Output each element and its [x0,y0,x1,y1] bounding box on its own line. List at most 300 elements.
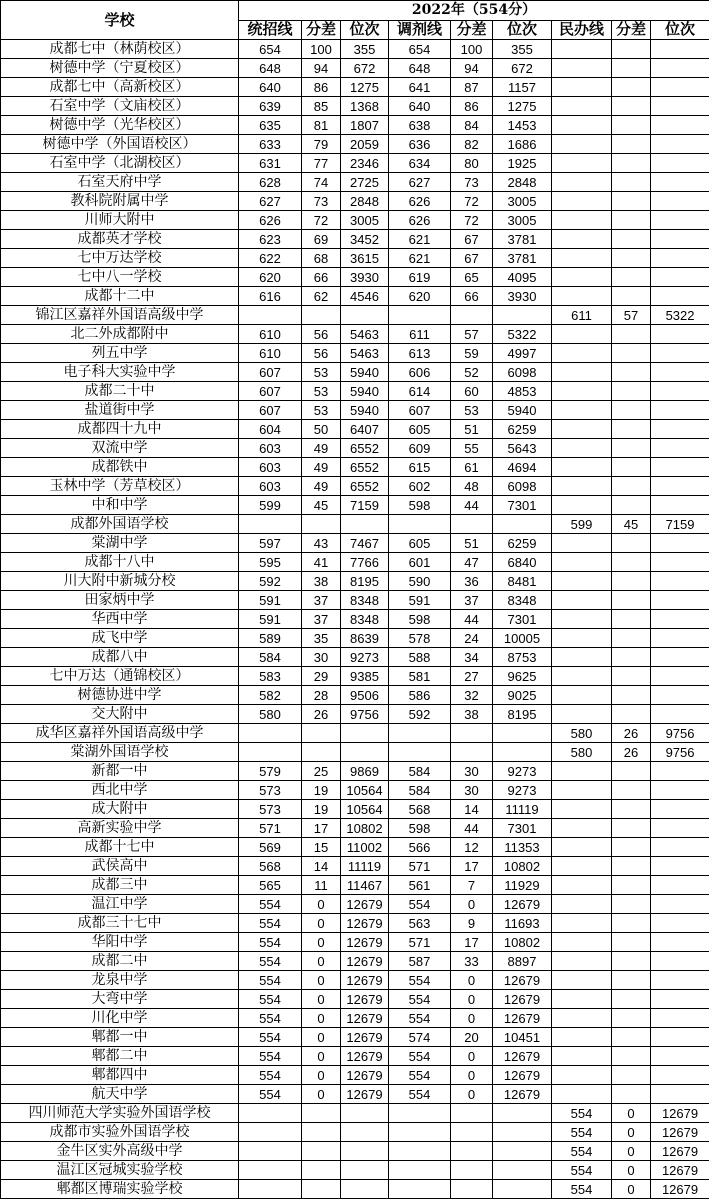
score-cell: 14 [302,857,341,876]
table-row [1,1047,709,1066]
table-row [1,230,709,249]
score-cell: 10564 [341,781,389,800]
score-cell: 9273 [341,648,389,667]
score-cell [651,439,709,458]
score-cell: 554 [239,1047,302,1066]
score-cell: 26 [302,705,341,724]
score-cell: 622 [239,249,302,268]
col-header: 位次 [341,20,389,40]
score-cell: 573 [239,800,302,819]
score-cell [651,382,709,401]
score-cell: 62 [302,287,341,306]
school-name-cell: 北二外成都附中 [1,325,239,344]
score-cell [552,800,612,819]
score-cell: 9506 [341,686,389,705]
school-name-cell: 成都三中 [1,876,239,895]
score-cell: 627 [239,192,302,211]
score-cell: 10451 [493,1028,552,1047]
table-row [1,534,709,553]
score-cell [612,762,651,781]
score-cell [302,1123,341,1142]
score-cell: 635 [239,116,302,135]
score-cell: 0 [302,952,341,971]
score-cell: 5940 [341,363,389,382]
table-row [1,971,709,990]
score-cell [552,1066,612,1085]
score-cell [651,1066,709,1085]
score-cell: 0 [302,1066,341,1085]
score-cell: 672 [341,59,389,78]
table-row [1,173,709,192]
score-cell: 17 [451,857,493,876]
score-cell: 4694 [493,458,552,477]
score-cell: 17 [302,819,341,838]
score-cell: 616 [239,287,302,306]
table-row [1,1161,709,1180]
score-cell: 0 [612,1142,651,1161]
score-cell: 592 [239,572,302,591]
score-cell: 12679 [341,1009,389,1028]
school-name-cell: 中和中学 [1,496,239,515]
score-cell [651,1047,709,1066]
school-name-cell: 教科院附属中学 [1,192,239,211]
score-cell: 26 [612,724,651,743]
score-cell: 584 [389,781,451,800]
score-cell: 11929 [493,876,552,895]
score-cell: 11119 [341,857,389,876]
score-cell [651,420,709,439]
school-name-cell: 成都三十七中 [1,914,239,933]
score-cell: 607 [239,401,302,420]
score-cell [302,1161,341,1180]
score-cell: 554 [389,971,451,990]
score-cell: 5463 [341,325,389,344]
score-cell: 654 [389,40,451,59]
score-cell [552,572,612,591]
score-cell: 4546 [341,287,389,306]
score-cell: 24 [451,629,493,648]
score-cell: 0 [451,895,493,914]
score-cell: 7 [451,876,493,895]
score-cell: 12679 [341,1047,389,1066]
score-cell: 12679 [341,990,389,1009]
score-cell: 8195 [341,572,389,591]
score-cell [651,610,709,629]
score-cell [389,1104,451,1123]
score-cell [651,59,709,78]
score-cell: 12679 [651,1104,709,1123]
score-cell: 554 [552,1104,612,1123]
score-cell: 554 [552,1142,612,1161]
score-cell: 73 [302,192,341,211]
table-row [1,59,709,78]
score-cell [451,1104,493,1123]
score-cell: 8753 [493,648,552,667]
score-cell [612,249,651,268]
score-cell: 5940 [341,401,389,420]
score-cell [451,724,493,743]
score-cell [239,1142,302,1161]
score-cell [651,781,709,800]
score-cell: 51 [451,420,493,439]
school-name-cell: 树德中学（外国语校区） [1,135,239,154]
table-row [1,382,709,401]
score-cell: 80 [451,154,493,173]
score-cell: 7301 [493,819,552,838]
score-cell: 10802 [493,933,552,952]
school-name-cell: 成都十七中 [1,838,239,857]
score-cell: 12679 [341,952,389,971]
score-cell: 19 [302,781,341,800]
score-cell [612,1028,651,1047]
score-cell: 0 [612,1104,651,1123]
score-cell: 94 [451,59,493,78]
score-cell: 66 [302,268,341,287]
score-cell: 571 [389,933,451,952]
school-name-cell: 棠湖中学 [1,534,239,553]
score-cell [341,515,389,534]
score-cell: 578 [389,629,451,648]
score-cell [612,819,651,838]
score-cell [552,268,612,287]
score-cell [612,781,651,800]
score-cell [651,933,709,952]
score-cell [651,705,709,724]
score-cell: 86 [302,78,341,97]
score-cell [612,382,651,401]
score-cell [612,1047,651,1066]
score-cell [389,1180,451,1199]
score-cell: 35 [302,629,341,648]
score-cell: 7159 [341,496,389,515]
score-cell: 85 [302,97,341,116]
score-cell: 51 [451,534,493,553]
score-cell [612,705,651,724]
score-cell: 591 [389,591,451,610]
score-cell: 6259 [493,534,552,553]
score-cell: 648 [389,59,451,78]
score-cell: 55 [451,439,493,458]
table-row [1,952,709,971]
score-cell: 0 [451,971,493,990]
score-cell: 623 [239,230,302,249]
score-cell [612,363,651,382]
score-cell [552,382,612,401]
score-cell [612,610,651,629]
school-name-cell: 武侯高中 [1,857,239,876]
score-cell: 53 [302,401,341,420]
school-name-cell: 成都铁中 [1,458,239,477]
score-cell [612,59,651,78]
score-cell [552,857,612,876]
score-cell: 33 [451,952,493,971]
score-cell [612,534,651,553]
school-name-cell: 石室中学（文庙校区） [1,97,239,116]
score-cell [651,192,709,211]
score-cell: 53 [302,382,341,401]
score-cell: 0 [302,1028,341,1047]
score-cell: 640 [239,78,302,97]
score-cell: 12679 [651,1180,709,1199]
score-cell: 3930 [341,268,389,287]
score-cell [552,344,612,363]
score-cell: 10802 [493,857,552,876]
score-cell: 12679 [493,1085,552,1104]
table-row [1,1104,709,1123]
score-cell [612,287,651,306]
score-cell [389,743,451,762]
score-cell: 614 [389,382,451,401]
score-cell [651,914,709,933]
score-cell: 554 [389,1085,451,1104]
score-cell: 49 [302,458,341,477]
score-cell: 14 [451,800,493,819]
table-row [1,1028,709,1047]
score-cell: 1157 [493,78,552,97]
score-cell: 7301 [493,496,552,515]
table-row [1,857,709,876]
score-cell: 568 [239,857,302,876]
score-cell: 571 [239,819,302,838]
score-cell: 12679 [493,1066,552,1085]
school-name-cell: 树德中学（光华校区） [1,116,239,135]
score-cell: 8481 [493,572,552,591]
score-cell [612,838,651,857]
score-cell [651,1085,709,1104]
school-name-cell: 西北中学 [1,781,239,800]
score-cell: 554 [552,1161,612,1180]
score-cell: 49 [302,439,341,458]
score-cell [302,306,341,325]
school-name-cell: 锦江区嘉祥外国语高级中学 [1,306,239,325]
score-cell: 6552 [341,439,389,458]
table-row [1,705,709,724]
score-cell: 3930 [493,287,552,306]
score-cell: 554 [239,914,302,933]
score-cell: 601 [389,553,451,572]
score-cell [612,1066,651,1085]
table-row [1,781,709,800]
school-name-cell: 川大附中新城分校 [1,572,239,591]
score-cell: 25 [302,762,341,781]
school-name-cell: 成都七中（林荫校区） [1,40,239,59]
score-cell: 592 [389,705,451,724]
score-cell [389,1142,451,1161]
score-cell: 554 [239,1009,302,1028]
score-cell: 67 [451,230,493,249]
score-cell: 86 [451,97,493,116]
school-name-cell: 成华区嘉祥外国语高级中学 [1,724,239,743]
school-name-cell: 大弯中学 [1,990,239,1009]
score-cell [552,116,612,135]
score-cell: 615 [389,458,451,477]
score-cell [552,534,612,553]
score-cell [552,838,612,857]
school-name-cell: 成都十八中 [1,553,239,572]
school-name-cell: 温江区冠城实验学校 [1,1161,239,1180]
score-cell [552,1028,612,1047]
school-name-cell: 温江中学 [1,895,239,914]
school-name-cell: 成都市实验外国语学校 [1,1123,239,1142]
score-cell [552,629,612,648]
score-cell: 10802 [341,819,389,838]
score-cell [239,515,302,534]
school-name-cell: 棠湖外国语学校 [1,743,239,762]
score-cell: 605 [389,420,451,439]
score-cell: 2848 [341,192,389,211]
score-cell [239,306,302,325]
score-cell: 6098 [493,477,552,496]
score-cell: 607 [239,382,302,401]
score-cell [612,1085,651,1104]
score-cell: 355 [341,40,389,59]
table-row [1,895,709,914]
score-cell [651,800,709,819]
score-cell: 7301 [493,610,552,629]
score-cell: 603 [239,458,302,477]
score-cell [651,648,709,667]
score-cell: 580 [552,724,612,743]
score-cell [239,743,302,762]
school-name-cell: 电子科大实验中学 [1,363,239,382]
score-cell: 633 [239,135,302,154]
col-header: 位次 [651,20,709,40]
score-cell: 1368 [341,97,389,116]
score-cell: 59 [451,344,493,363]
table-row [1,572,709,591]
score-cell [552,914,612,933]
score-cell [341,1180,389,1199]
score-cell: 38 [302,572,341,591]
score-cell [552,1047,612,1066]
score-cell: 11002 [341,838,389,857]
table-row [1,306,709,325]
score-cell: 77 [302,154,341,173]
school-name-cell: 七中万达学校 [1,249,239,268]
score-cell: 589 [239,629,302,648]
score-cell: 41 [302,553,341,572]
table-row [1,800,709,819]
score-cell: 1275 [493,97,552,116]
score-cell [612,895,651,914]
score-cell: 5643 [493,439,552,458]
score-cell: 30 [451,781,493,800]
school-name-cell: 成都外国语学校 [1,515,239,534]
score-cell: 604 [239,420,302,439]
score-cell [651,667,709,686]
score-cell: 87 [451,78,493,97]
score-cell: 2725 [341,173,389,192]
table-row [1,1180,709,1199]
score-cell: 0 [302,933,341,952]
school-name-cell: 成都十二中 [1,287,239,306]
score-cell: 603 [239,439,302,458]
table-row [1,40,709,59]
score-cell [612,990,651,1009]
score-cell: 79 [302,135,341,154]
score-cell: 9 [451,914,493,933]
table-row [1,496,709,515]
score-cell: 0 [302,1009,341,1028]
school-header: 学校 [1,1,239,40]
score-cell [651,78,709,97]
score-cell [612,78,651,97]
score-cell [451,1123,493,1142]
table-row [1,591,709,610]
table-row [1,553,709,572]
col-header: 分差 [302,20,341,40]
col-header: 分差 [451,20,493,40]
score-cell: 566 [389,838,451,857]
score-cell: 4095 [493,268,552,287]
score-cell [651,116,709,135]
score-cell: 587 [389,952,451,971]
score-cell: 66 [451,287,493,306]
score-cell: 7159 [651,515,709,534]
score-cell: 12679 [341,914,389,933]
score-cell: 61 [451,458,493,477]
school-name-cell: 七中八一学校 [1,268,239,287]
school-name-cell: 龙泉中学 [1,971,239,990]
score-cell: 7467 [341,534,389,553]
table-row [1,211,709,230]
score-cell [612,971,651,990]
score-cell: 620 [239,268,302,287]
score-cell: 6098 [493,363,552,382]
score-cell: 9625 [493,667,552,686]
score-cell: 12679 [493,1047,552,1066]
score-cell: 554 [239,933,302,952]
score-cell: 0 [302,990,341,1009]
score-cell: 12679 [651,1123,709,1142]
score-cell [552,59,612,78]
score-cell: 73 [451,173,493,192]
score-cell [389,724,451,743]
score-cell: 12679 [341,971,389,990]
score-cell: 634 [389,154,451,173]
score-cell [612,477,651,496]
score-cell [651,496,709,515]
score-cell: 0 [612,1123,651,1142]
score-cell: 12679 [341,895,389,914]
score-cell: 49 [302,477,341,496]
score-cell [341,743,389,762]
score-cell: 19 [302,800,341,819]
score-cell: 609 [389,439,451,458]
col-header: 调剂线 [389,20,451,40]
score-cell [552,325,612,344]
score-cell [493,515,552,534]
score-cell: 591 [239,591,302,610]
score-cell [239,1180,302,1199]
score-cell: 15 [302,838,341,857]
score-cell: 3005 [493,211,552,230]
score-cell [612,496,651,515]
score-cell [612,952,651,971]
score-cell [552,496,612,515]
school-name-cell: 玉林中学（芳草校区） [1,477,239,496]
score-cell [651,572,709,591]
score-cell: 554 [239,1028,302,1047]
score-cell: 5322 [493,325,552,344]
score-cell: 12 [451,838,493,857]
score-cell: 595 [239,553,302,572]
school-name-cell: 新都一中 [1,762,239,781]
score-cell: 1807 [341,116,389,135]
score-cell [612,173,651,192]
score-cell: 38 [451,705,493,724]
score-cell: 554 [389,990,451,1009]
